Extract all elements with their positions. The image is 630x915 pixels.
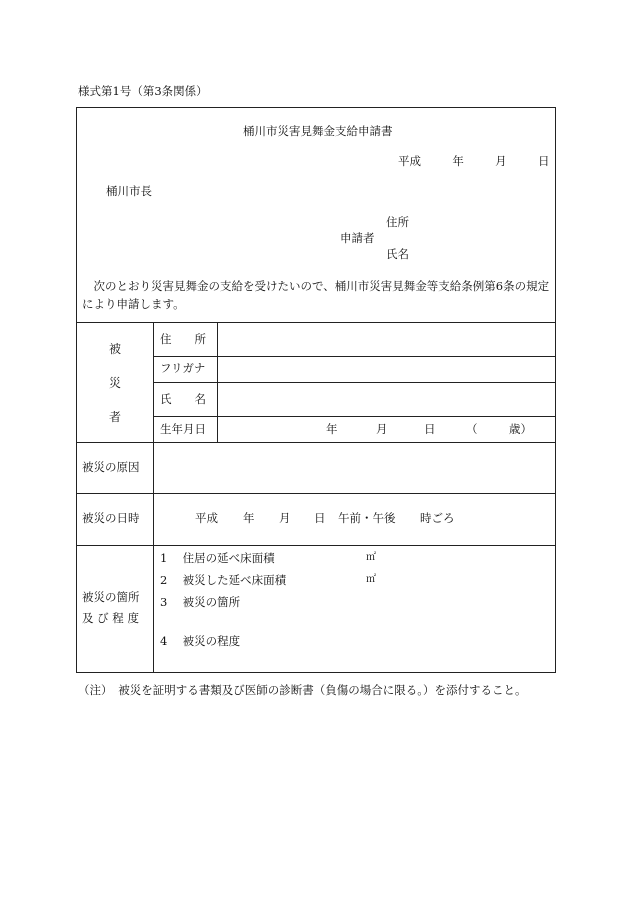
location-item-unit: ㎡: [366, 574, 376, 585]
location-item-text: 住居の延べ床面積: [182, 551, 275, 565]
birth-year-unit: 年: [326, 422, 338, 436]
applicant-address-label: 住所: [386, 215, 409, 229]
location-item: [160, 553, 275, 565]
victim-furigana-label: フリガナ: [160, 361, 206, 375]
datetime-ampm: 午前・午後: [338, 511, 396, 525]
location-item-num: 3: [160, 595, 168, 609]
victim-birthdate-label: 生年月日: [160, 422, 206, 436]
divider: [76, 322, 556, 323]
date-year: 年: [452, 154, 464, 168]
datetime-era: 平成: [195, 511, 218, 525]
victim-label-char: 者: [109, 410, 122, 424]
divider: [153, 382, 556, 383]
location-item-unit: ㎡: [366, 552, 376, 563]
addressee: 桶川市長: [106, 184, 152, 198]
location-label-line1: 被災の箇所: [82, 590, 140, 604]
date-month: 月: [495, 154, 507, 168]
footnote: （注） 被災を証明する書類及び医師の診断書（負傷の場合に限る。）を添付すること。: [78, 683, 527, 697]
application-statement: 次のとおり災害見舞金の支給を受けたいので、桶川市災害見舞金等支給条例第6条の規定により申請します。: [82, 279, 550, 311]
location-item-num: 4: [160, 634, 168, 648]
date-day: 日: [537, 154, 550, 168]
location-item-text: 被災した延べ床面積: [182, 573, 287, 587]
victim-address-label: 住 所: [160, 332, 206, 346]
divider: [153, 416, 556, 417]
location-item-num: 1: [160, 551, 168, 565]
divider: [76, 545, 556, 546]
cause-label: 被災の原因: [82, 460, 140, 474]
location-item: [160, 597, 240, 609]
datetime-month: 月: [279, 511, 291, 525]
victim-name-label: 氏 名: [160, 392, 206, 406]
datetime-time: 時ごろ: [420, 511, 455, 525]
divider: [76, 442, 556, 443]
date-line: [398, 156, 549, 168]
label-column-divider: [153, 322, 154, 673]
birth-month-unit: 月: [376, 422, 388, 436]
date-era: 平成: [398, 154, 421, 168]
applicant-label: 申請者: [340, 231, 375, 245]
location-item-text: 被災の程度: [182, 634, 241, 648]
divider: [76, 493, 556, 494]
datetime-year: 年: [243, 511, 255, 525]
form-number: 様式第1号（第3条関係）: [78, 84, 208, 98]
victim-label-char: 被: [109, 342, 122, 356]
location-item-text: 被災の箇所: [182, 595, 241, 609]
applicant-name-label: 氏名: [386, 247, 409, 261]
form-title: 桶川市災害見舞金支給申請書: [243, 124, 393, 138]
datetime-day: 日: [314, 511, 326, 525]
victim-label-char: 災: [109, 376, 122, 390]
datetime-label: 被災の日時: [82, 511, 140, 525]
divider: [153, 356, 556, 357]
birth-day-unit: 日: [424, 422, 436, 436]
location-item-num: 2: [160, 573, 168, 587]
location-item: [160, 636, 240, 648]
age-open: （: [466, 422, 478, 436]
location-label-line2: 及 び 程 度: [82, 611, 139, 625]
age-close: 歳）: [509, 422, 532, 436]
location-item: [160, 575, 286, 587]
